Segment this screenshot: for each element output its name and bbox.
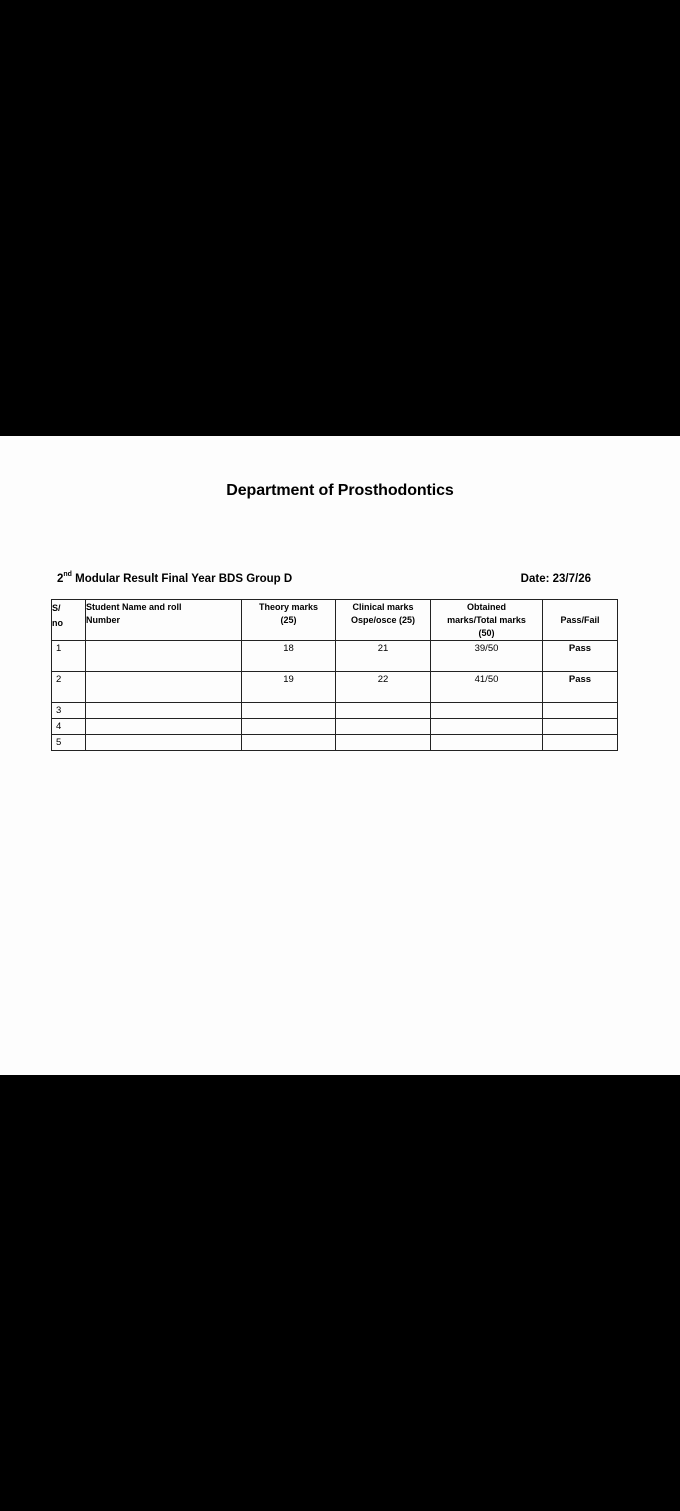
cell-clinical xyxy=(336,719,431,735)
table-row xyxy=(52,719,618,735)
cell-result: Pass xyxy=(543,672,618,703)
header-theory-line2: (25) xyxy=(280,615,297,625)
table-row xyxy=(52,703,618,719)
cell-obtained xyxy=(431,703,543,719)
cell-sno: 2 xyxy=(52,672,86,703)
header-obtained-line1: Obtained xyxy=(466,602,506,612)
cell-student-name xyxy=(86,672,242,703)
cell-sno: 1 xyxy=(52,641,86,672)
header-clinical-line2: Ospe/osce (25) xyxy=(350,615,416,625)
header-clinical-line1: Clinical marks xyxy=(352,602,414,612)
cell-clinical xyxy=(336,735,431,751)
cell-obtained: 39/50 xyxy=(431,641,543,672)
cell-theory: 19 xyxy=(242,672,336,703)
table-row xyxy=(52,641,618,672)
cell-theory xyxy=(242,719,336,735)
cell-clinical: 21 xyxy=(336,641,431,672)
cell-student-name xyxy=(86,641,242,672)
header-sno-line2: no xyxy=(52,618,63,628)
header-theory xyxy=(242,600,336,641)
subtitle-text: Modular Result Final Year BDS Group D xyxy=(71,573,293,585)
result-subtitle xyxy=(57,573,292,585)
cell-student-name xyxy=(86,703,242,719)
result-date: Date: 23/7/26 xyxy=(520,573,591,585)
table-row xyxy=(52,672,618,703)
subtitle-ordinal: 2 xyxy=(57,573,64,585)
cell-clinical: 22 xyxy=(336,672,431,703)
header-obtained xyxy=(431,600,543,641)
subtitle-ordinal-suffix: nd xyxy=(63,571,72,578)
department-title: Department of Prosthodontics xyxy=(226,482,454,499)
header-obtained-line3: (50) xyxy=(478,628,495,638)
cell-sno: 5 xyxy=(52,735,86,751)
header-clinical xyxy=(336,600,431,641)
cell-obtained xyxy=(431,719,543,735)
header-obtained-line2: marks/Total marks xyxy=(447,615,526,625)
header-sno-line1: S/ xyxy=(52,603,61,613)
header-name-line1: Student Name and roll xyxy=(86,602,182,612)
cell-student-name xyxy=(86,735,242,751)
header-theory-line1: Theory marks xyxy=(258,602,319,612)
header-name-line2: Number xyxy=(86,615,121,625)
cell-result xyxy=(543,735,618,751)
header-sno xyxy=(52,600,86,641)
cell-theory xyxy=(242,703,336,719)
cell-result xyxy=(543,703,618,719)
cell-theory xyxy=(242,735,336,751)
cell-obtained: 41/50 xyxy=(431,672,543,703)
cell-student-name xyxy=(86,719,242,735)
cell-theory: 18 xyxy=(242,641,336,672)
cell-clinical xyxy=(336,703,431,719)
cell-sno: 4 xyxy=(52,719,86,735)
cell-sno: 3 xyxy=(52,703,86,719)
header-pass-fail: Pass/Fail xyxy=(543,600,618,641)
result-table xyxy=(51,599,618,751)
table-header-row xyxy=(52,600,618,641)
header-student-name xyxy=(86,600,242,641)
cell-obtained xyxy=(431,735,543,751)
document-page xyxy=(0,436,680,1075)
table-row xyxy=(52,735,618,751)
cell-result: Pass xyxy=(543,641,618,672)
cell-result xyxy=(543,719,618,735)
